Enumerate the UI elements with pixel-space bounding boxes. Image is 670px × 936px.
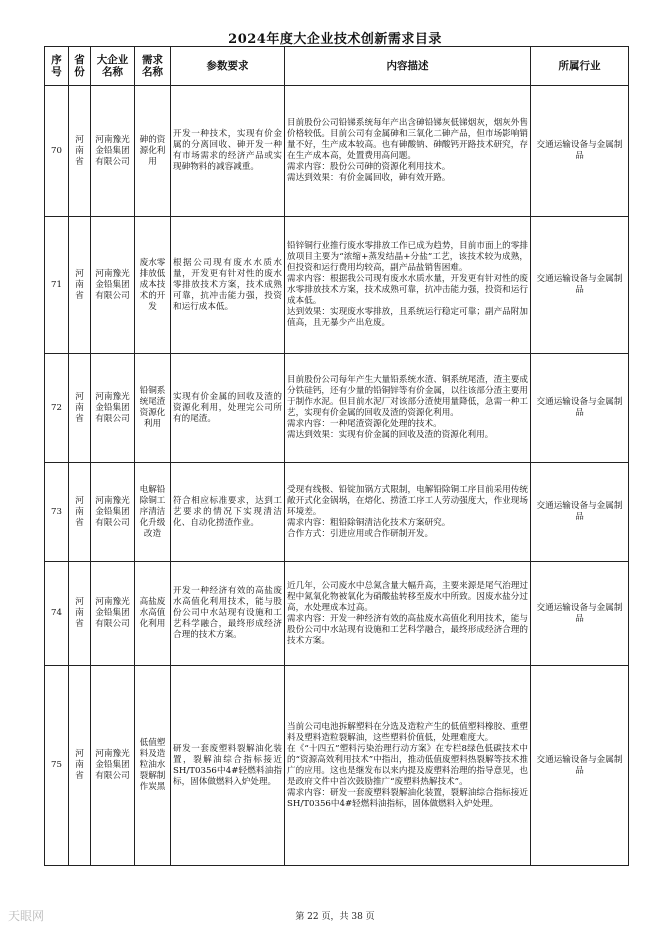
row-number: 74 [45,562,69,666]
row-params: 研发一套废塑料裂解油化装置，裂解油综合指标接近SH/T0356中4#轻燃料油指标，固体做燃料入炉处理。 [171,666,285,866]
row-province: 河南省 [69,666,91,866]
row-province: 河南省 [69,217,91,354]
header-company: 大企业名称 [91,47,135,86]
description-text: 近几年，公司废水中总氮含量大幅升高，主要来源是尾气治理过程中氮氧化物被氧化为硝酸盐转移至废水中所致。因废水盐分过高，水处理成本过高。 需求内容：开发一种经济有效的高盐废水高值化利用技术，能与股份公司中水站现有设施和工艺科学融合，最终形成经济合理的技术方案。 [287,580,528,646]
header-description: 内容描述 [285,47,531,86]
row-need: 电解铅除铜工序清洁化升级改造 [135,463,171,562]
row-number: 71 [45,217,69,354]
document-title: 2024年度大企业技术创新需求目录 [228,32,442,47]
row-number: 72 [45,354,69,463]
description-text: 铅锌铜行业推行废水零排放工作已成为趋势，目前市面上的零排放项目主要为“浓缩+蒸发结晶+分盐”工艺，该技术较为成熟，但投资和运行费用均较高，副产品盐销售困难。 需求内容：根据我公司现有废水水质水量，开发更有针对性的废水零排放技术方案，技术成熟可靠，抗冲击能力强，投资和运行成本低。 达到效果：实现废水零排放，且系统运行稳定可靠；副产品附加值高，且无暴少产出危废。 [287,241,528,328]
row-number: 70 [45,86,69,217]
row-params: 根据公司现有废水水质水量，开发更有针对性的废水零排放技术方案，技术成熟可靠，抗冲击能力强，投资和运行成本低。 [171,217,285,354]
row-company: 河南豫光金铅集团有限公司 [91,562,135,666]
header-number: 序号 [45,47,69,86]
table-row [45,354,629,463]
row-description [285,354,531,463]
row-province: 河南省 [69,562,91,666]
row-params: 实现有价金属的回收及渣的资源化利用，处理完公司所有的尾渣。 [171,354,285,463]
row-description [285,562,531,666]
row-number: 73 [45,463,69,562]
row-params: 符合相应标准要求，达到工艺要求的情况下实现清洁化、自动化捞渣作业。 [171,463,285,562]
description-text: 当前公司电池拆解塑料在分选及造粒产生的低值塑料橡胶、重塑料及塑料造粒裂解油，这些塑料价值低，处理难度大。 在《“十四五”塑料污染治理行动方案》在专栏8绿色低碳技术中的“资源高效利用技术”中指出，推动低值废塑料热裂解等技术推广的应用。这也是继发布以来内提及废塑料治理的指导意见，也是政府文件中首次鼓励推广“废塑料热解技术”。 需求内容：研发一套废塑料裂解油化装置，裂解油综合指标接近SH/T0356中4#轻燃料油指标，固体做燃料入炉处理。 [287,721,528,809]
row-industry: 交通运输设备与金属制品 [531,354,629,463]
description-text: 目前股份公司铅锑系统每年产出含砷铅锑灰低锑烟灰，烟灰外售价格较低。目前公司有金属砷和三氧化二砷产品，但市场影响销量不好，生产成本较高。也有砷酸钠、砷酸钙开路技术研究，存在生产成本高，处置费用高问题。 需求内容：股份公司砷的资源化利用技术。 需达到效果：有价金属回收，砷有效开路。 [287,118,528,183]
row-province: 河南省 [69,86,91,217]
row-company: 河南豫光金铅集团有限公司 [91,354,135,463]
row-need: 低值塑料及造粒油水裂解制作炭黑 [135,666,171,866]
row-industry: 交通运输设备与金属制品 [531,217,629,354]
page-footer: 第 22 页，共 38 页 [295,912,375,922]
row-need: 铅铜系统尾渣资源化利用 [135,354,171,463]
row-industry: 交通运输设备与金属制品 [531,86,629,217]
table-header-row [45,47,629,86]
row-company: 河南豫光金铅集团有限公司 [91,217,135,354]
table-row [45,217,629,354]
row-number: 75 [45,666,69,866]
header-need: 需求名称 [135,47,171,86]
row-description [285,86,531,217]
table-row [45,666,629,866]
requirements-table [44,46,629,866]
row-company: 河南豫光金铅集团有限公司 [91,666,135,866]
row-industry: 交通运输设备与金属制品 [531,463,629,562]
row-province: 河南省 [69,354,91,463]
row-company: 河南豫光金铅集团有限公司 [91,86,135,217]
row-description [285,217,531,354]
table-row [45,562,629,666]
table-row [45,86,629,217]
watermark-logo: 天眼网 [8,909,45,923]
description-text: 受现有线极、铅锭加锅方式限制，电解铅除铜工序目前采用传统敞开式化金锅埚，在熔化、捞渣工序工人劳动强度大，作业现场环境差。 需求内容：粗铅除铜清洁化技术方案研究。 合作方式：引进应用或合作研制开发。 [287,484,528,539]
row-need: 高盐废水高值化利用 [135,562,171,666]
header-industry: 所属行业 [531,47,629,86]
header-province: 省份 [69,47,91,86]
row-description [285,666,531,866]
row-industry: 交通运输设备与金属制品 [531,666,629,866]
table-row [45,463,629,562]
row-need: 砷的资源化利用 [135,86,171,217]
row-industry: 交通运输设备与金属制品 [531,562,629,666]
row-params: 开发一种技术，实现有价金属的分离回收、砷开发一种有市场需求的经济产品或实现砷物料的减容减重。 [171,86,285,217]
row-province: 河南省 [69,463,91,562]
row-params: 开发一种经济有效的高盐废水高值化利用技术，能与股份公司中水站现有设施和工艺科学融合，最终形成经济合理的技术方案。 [171,562,285,666]
description-text: 目前股份公司每年产生大量铅系统水渣、铜系统尾渣，渣主要成分铁硅钙，还有少量的铅铜锌等有价金属，以往该部分渣主要用于制作水泥。但目前水泥厂对该部分渣使用量降低，急需一种工艺，实现有价金属的回收及渣的资源化利用。 需求内容：一种尾渣资源化处理的技术。 需达到效果：实现有价金属的回收及渣的资源化利用。 [287,375,528,440]
row-description [285,463,531,562]
header-params: 参数要求 [171,47,285,86]
row-company: 河南豫光金铅集团有限公司 [91,463,135,562]
row-need: 废水零排放低成本技术的开发 [135,217,171,354]
